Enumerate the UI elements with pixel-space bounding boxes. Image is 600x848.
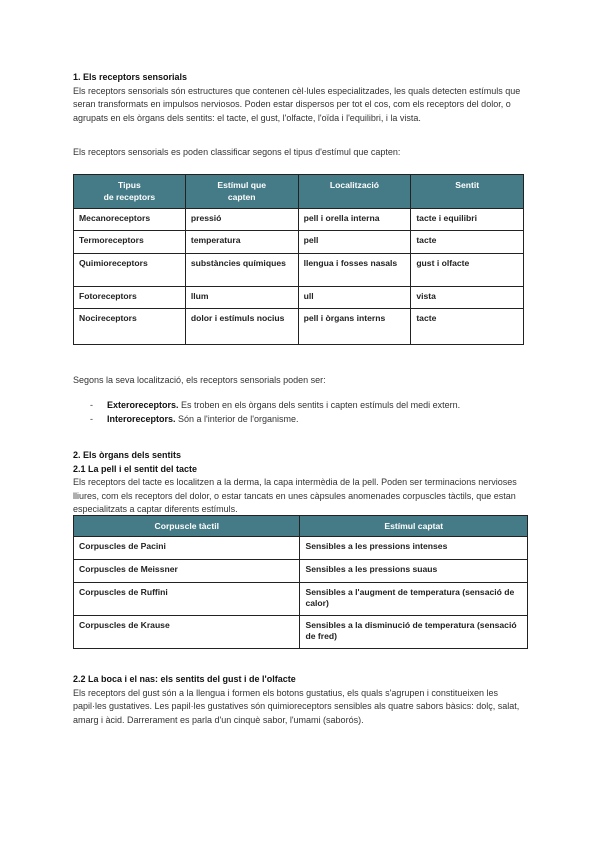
subsection-2-2 — [73, 673, 531, 727]
table-cell: pell i òrgans interns — [298, 309, 411, 345]
list-item — [73, 413, 531, 427]
table-row — [74, 616, 528, 649]
corpuscles-table — [73, 515, 528, 649]
table-cell: Mecanoreceptors — [74, 209, 186, 231]
table-cell: substàncies químiques — [185, 254, 298, 287]
table-cell: pell i orella interna — [298, 209, 411, 231]
table-cell: vista — [411, 287, 524, 309]
table-cell: ull — [298, 287, 411, 309]
table-cell: Corpuscles de Pacini — [74, 537, 300, 560]
term: Exteroreceptors. — [107, 400, 179, 410]
table-cell: temperatura — [185, 231, 298, 254]
table-cell: Sensibles a les pressions suaus — [300, 560, 528, 583]
section-1-paragraph: Els receptors sensorials són estructures que contenen cèl·lules especialitzades, les quals detecten estímuls que seran transformats en impulsos nerviosos. Poden estar dispersos per tot el cos, com els receptors del dolor, o agrupats en els òrgans dels sentits: el tacte, el gust, l'olfacte, l'oïda i l'equilibri, i la vista. — [73, 85, 521, 123]
subsection-2-1-title: 2.1 La pell i el sentit del tacte — [73, 463, 198, 474]
table-cell: Sensibles a la disminució de temperatura (sensació de fred) — [300, 616, 528, 649]
table-cell: Fotoreceptors — [74, 287, 186, 309]
table-cell: Corpuscles de Meissner — [74, 560, 300, 583]
subsection-2-2-paragraph: Els receptors del gust són a la llengua i formen els botons gustatius, els quals s'agrupen i constitueixen les papil·les gustatives. Les papil·les gustatives són quimioreceptors sensibles als quatre sabors bàsics: dolç, salat, amarg i àcid. Darrerament es parla d'un cinquè sabor, l'umami (saborós). — [73, 687, 520, 725]
classification-intro: Els receptors sensorials es poden classificar segons el tipus d'estímul que capten: — [73, 147, 401, 157]
table-row — [74, 287, 524, 309]
section-1-intro — [73, 71, 531, 125]
section-1-title: 1. Els receptors sensorials — [73, 72, 188, 82]
table-row — [74, 254, 524, 287]
table-cell: Nocireceptors — [74, 309, 186, 345]
table-cell: Corpuscles de Krause — [74, 616, 300, 649]
table-row — [74, 537, 528, 560]
table-cell: tacte — [411, 231, 524, 254]
table-cell: tacte — [411, 309, 524, 345]
header-location: Localització — [298, 175, 411, 209]
table-cell: dolor i estímuls nocius — [185, 309, 298, 345]
subsection-2-1-paragraph: Els receptors del tacte es localitzen a la derma, la capa intermèdia de la pell. Poden ser terminacions nervioses lliures, com els receptors del dolor, o estar tancats en unes càpsules anomenades corpuscles tàctils, que estan especialitzats a captar diferents estímuls. — [73, 477, 517, 514]
table-cell: Sensibles a les pressions intenses — [300, 537, 528, 560]
table-row — [74, 209, 524, 231]
definition: Es troben en els òrgans dels sentits i capten estímuls del medi extern. — [178, 400, 461, 410]
table-header-row — [74, 516, 528, 537]
term: Interoreceptors. — [107, 413, 176, 424]
definition: Són a l'interior de l'organisme. — [175, 413, 299, 424]
location-intro: Segons la seva localització, els receptors sensorials poden ser: — [73, 375, 326, 385]
list-item — [73, 399, 531, 413]
header-sense: Sentit — [411, 175, 524, 209]
section-2-title: 2. Els òrgans dels sentits — [73, 450, 182, 460]
table-cell: Termoreceptors — [74, 231, 186, 254]
table-cell: pressió — [185, 209, 298, 231]
table-cell: pell — [298, 231, 411, 254]
table-cell: llengua i fosses nasals — [298, 254, 411, 287]
table-cell: Quimioreceptors — [74, 254, 186, 287]
receptors-table — [73, 174, 524, 345]
table-cell: gust i olfacte — [411, 254, 524, 287]
table-header-row — [74, 175, 524, 209]
receptor-location-list — [73, 399, 531, 426]
section-2 — [73, 449, 531, 517]
header-stimulus: Estímul captat — [300, 516, 528, 537]
bullet-dash: - — [90, 413, 93, 424]
table-row — [74, 231, 524, 254]
table-cell: Sensibles a l'augment de temperatura (sensació de calor) — [300, 583, 528, 616]
header-corpuscle: Corpuscle tàctil — [74, 516, 300, 537]
table-row — [74, 309, 524, 345]
subsection-2-2-title: 2.2 La boca i el nas: els sentits del gust i de l'olfacte — [73, 674, 296, 684]
table-cell: Corpuscles de Ruffini — [74, 583, 300, 616]
header-type: Tipus de receptors — [74, 175, 186, 209]
table-cell: llum — [185, 287, 298, 309]
table-row — [74, 583, 528, 616]
bullet-dash: - — [90, 400, 93, 410]
header-stimulus: Estímul que capten — [185, 175, 298, 209]
table-cell: tacte i equilibri — [411, 209, 524, 231]
table-row — [74, 560, 528, 583]
